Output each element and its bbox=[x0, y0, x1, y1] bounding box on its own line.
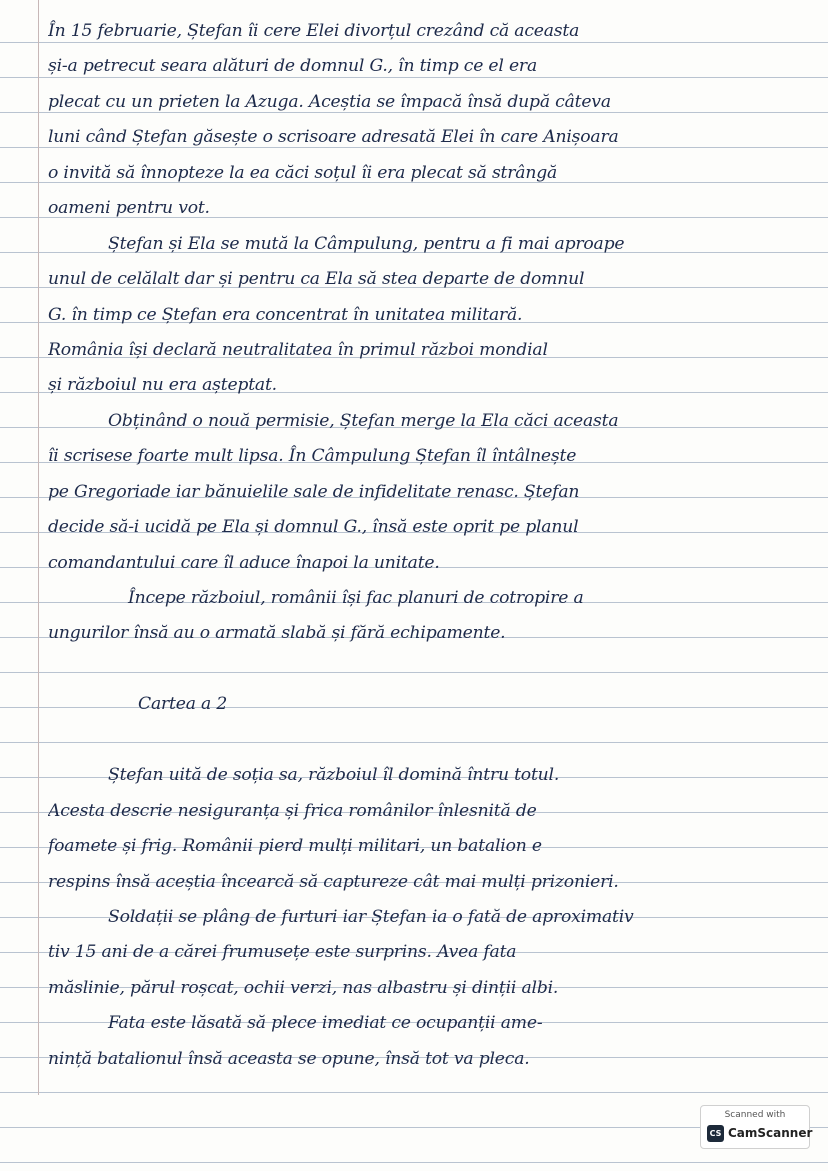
text-line: În 15 februarie, Ștefan îi cere Elei divorțul crezând că aceasta bbox=[48, 21, 580, 41]
text-line: respins însă aceștia încearcă să captureze cât mai mulți prizonieri. bbox=[48, 871, 619, 892]
text-line: pe Gregoriade iar bănuielile sale de infidelitate renasc. Ștefan bbox=[48, 481, 580, 502]
text-line: tiv 15 ani de a cărei frumusețe este surprins. Avea fata bbox=[48, 942, 517, 963]
text-line: și-a petrecut seara alături de domnul G., în timp ce el era bbox=[48, 56, 537, 77]
text-line: România își declară neutralitatea în primul război mondial bbox=[48, 339, 548, 360]
text-line: ungurilor însă au o armată slabă și fără echipamente. bbox=[48, 623, 506, 644]
text-line: nință batalionul însă aceasta se opune, însă tot va pleca. bbox=[48, 1048, 530, 1069]
blank-line bbox=[48, 652, 818, 687]
text-line: G. în timp ce Ștefan era concentrat în unitatea militară. bbox=[48, 304, 523, 325]
text-line: comandantului care îl aduce înapoi la unitate. bbox=[48, 552, 440, 573]
badge-brand-name: CamScanner bbox=[728, 1126, 813, 1140]
text-line: foamete și frig. Românii pierd mulți militari, un batalion e bbox=[48, 836, 542, 857]
text-line: Soldații se plâng de furturi iar Ștefan ia o fată de aproximativ bbox=[108, 906, 634, 927]
text-line: unul de celălalt dar și pentru ca Ela să stea departe de domnul bbox=[48, 269, 585, 290]
text-line: Fata este lăsată să plece imediat ce ocupanții ame- bbox=[108, 1013, 543, 1034]
text-line: o invită să înnopteze la ea căci soțul îi era plecat să strângă bbox=[48, 162, 558, 183]
camscanner-logo-icon: CS bbox=[707, 1125, 724, 1142]
text-line: luni când Ștefan găsește o scrisoare adresată Elei în care Anișoara bbox=[48, 127, 619, 148]
text-line: Acesta descrie nesiguranța și frica românilor înlesnită de bbox=[48, 800, 537, 821]
text-line: Ștefan și Ela se mută la Câmpulung, pentru a fi mai aproape bbox=[108, 233, 625, 254]
blank-line bbox=[48, 723, 818, 758]
camscanner-badge bbox=[700, 1105, 813, 1149]
text-line: îi scrisese foarte mult lipsa. În Câmpulung Ștefan îl întâlnește bbox=[48, 446, 577, 467]
text-line: oameni pentru vot. bbox=[48, 198, 210, 219]
section-heading: Cartea a 2 bbox=[138, 694, 228, 715]
handwritten-text bbox=[48, 14, 818, 1077]
text-line: Obținând o nouă permisie, Ștefan merge la Ela căci aceasta bbox=[108, 410, 619, 431]
badge-caption: Scanned with bbox=[724, 1110, 786, 1120]
text-line: Ștefan uită de soția sa, războiul îl domină întru totul. bbox=[108, 765, 560, 786]
text-line: și războiul nu era așteptat. bbox=[48, 375, 277, 396]
text-line: decide să-i ucidă pe Ela și domnul G., însă este oprit pe planul bbox=[48, 517, 579, 538]
text-line: măslinie, părul roșcat, ochii verzi, nas albastru și dinții albi. bbox=[48, 977, 559, 998]
text-line: Începe războiul, românii își fac planuri de cotropire a bbox=[128, 588, 584, 608]
margin-line bbox=[38, 0, 39, 1095]
text-line: plecat cu un prieten la Azuga. Aceștia se împacă însă după câteva bbox=[48, 91, 611, 112]
